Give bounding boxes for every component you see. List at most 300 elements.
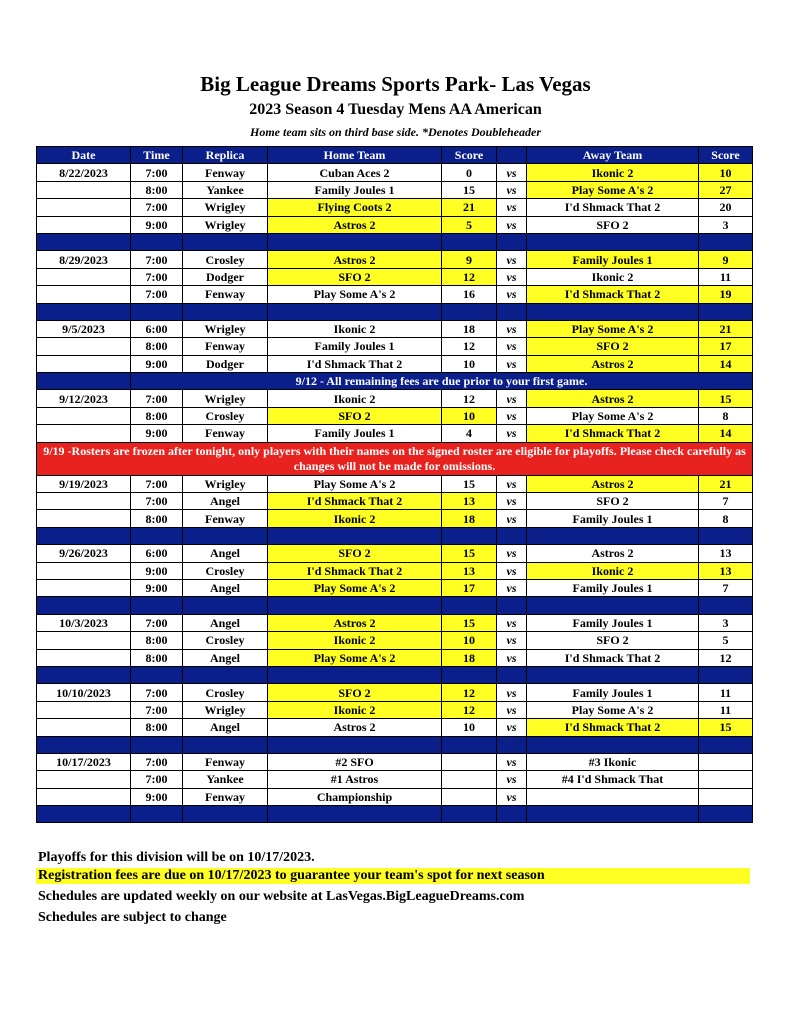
schedule-body — [37, 164, 753, 823]
game-row — [37, 545, 753, 562]
fees-notice: 9/12 - All remaining fees are due prior to your first game. — [131, 373, 753, 390]
vs-label: vs — [497, 684, 527, 701]
away-score: 11 — [699, 268, 753, 285]
playoffs-note: Playoffs for this division will be on 10/17/2023. — [38, 850, 315, 865]
game-date — [37, 493, 131, 510]
field-replica: Dodger — [183, 355, 268, 372]
home-score: 16 — [442, 286, 497, 303]
spacer-cell — [497, 597, 527, 614]
field-replica: Crosley — [183, 684, 268, 701]
spacer-cell — [37, 303, 131, 320]
game-date: 9/12/2023 — [37, 390, 131, 407]
game-time: 7:00 — [131, 164, 183, 181]
game-date: 9/19/2023 — [37, 475, 131, 492]
away-score: 10 — [699, 164, 753, 181]
spacer-cell — [268, 527, 442, 544]
spacer-cell — [37, 666, 131, 683]
away-team: SFO 2 — [527, 216, 699, 233]
alert-row — [37, 442, 753, 475]
game-time: 9:00 — [131, 216, 183, 233]
field-replica: Yankee — [183, 771, 268, 788]
away-team: Family Joules 1 — [527, 614, 699, 631]
away-score: 13 — [699, 545, 753, 562]
vs-label: vs — [497, 510, 527, 527]
game-time: 7:00 — [131, 614, 183, 631]
away-score: 7 — [699, 579, 753, 596]
vs-label: vs — [497, 771, 527, 788]
game-row — [37, 216, 753, 233]
home-team: #2 SFO — [268, 753, 442, 770]
game-time: 7:00 — [131, 199, 183, 216]
spacer-cell — [527, 736, 699, 753]
notice-blank-cell — [37, 373, 131, 390]
home-score: 12 — [442, 268, 497, 285]
game-row — [37, 753, 753, 770]
game-date — [37, 181, 131, 198]
vs-label: vs — [497, 390, 527, 407]
home-score: 18 — [442, 510, 497, 527]
vs-label: vs — [497, 649, 527, 666]
home-score: 0 — [442, 164, 497, 181]
away-team: SFO 2 — [527, 338, 699, 355]
spacer-row — [37, 736, 753, 753]
spacer-cell — [699, 303, 753, 320]
game-date — [37, 562, 131, 579]
game-time: 7:00 — [131, 753, 183, 770]
spacer-cell — [183, 806, 268, 823]
game-date: 9/26/2023 — [37, 545, 131, 562]
home-team: I'd Shmack That 2 — [268, 562, 442, 579]
home-team: Play Some A's 2 — [268, 649, 442, 666]
field-replica: Yankee — [183, 181, 268, 198]
spacer-cell — [268, 233, 442, 250]
home-team: Flying Coots 2 — [268, 199, 442, 216]
away-team: I'd Shmack That 2 — [527, 649, 699, 666]
home-score: 12 — [442, 338, 497, 355]
home-score: 12 — [442, 701, 497, 718]
away-score: 11 — [699, 701, 753, 718]
game-time: 8:00 — [131, 338, 183, 355]
away-score: 3 — [699, 614, 753, 631]
field-replica: Angel — [183, 614, 268, 631]
away-team: I'd Shmack That 2 — [527, 199, 699, 216]
spacer-cell — [497, 806, 527, 823]
spacer-row — [37, 233, 753, 250]
home-score: 10 — [442, 632, 497, 649]
away-score: 20 — [699, 199, 753, 216]
game-time: 8:00 — [131, 632, 183, 649]
game-date: 10/17/2023 — [37, 753, 131, 770]
game-time: 7:00 — [131, 684, 183, 701]
away-score: 27 — [699, 181, 753, 198]
away-score: 14 — [699, 425, 753, 442]
away-team: SFO 2 — [527, 493, 699, 510]
field-replica: Wrigley — [183, 390, 268, 407]
vs-label: vs — [497, 425, 527, 442]
vs-label: vs — [497, 545, 527, 562]
game-time: 6:00 — [131, 320, 183, 337]
game-date: 10/3/2023 — [37, 614, 131, 631]
spacer-cell — [699, 806, 753, 823]
spacer-cell — [131, 233, 183, 250]
vs-label: vs — [497, 164, 527, 181]
field-replica: Wrigley — [183, 199, 268, 216]
away-team: Ikonic 2 — [527, 268, 699, 285]
home-score: 18 — [442, 320, 497, 337]
away-team: Play Some A's 2 — [527, 320, 699, 337]
game-row — [37, 788, 753, 805]
away-score: 21 — [699, 475, 753, 492]
home-score: 13 — [442, 493, 497, 510]
away-team: Play Some A's 2 — [527, 181, 699, 198]
game-date — [37, 788, 131, 805]
home-score: 13 — [442, 562, 497, 579]
spacer-cell — [37, 597, 131, 614]
game-date — [37, 632, 131, 649]
game-time: 9:00 — [131, 788, 183, 805]
game-time: 7:00 — [131, 771, 183, 788]
home-team: Astros 2 — [268, 216, 442, 233]
game-row — [37, 649, 753, 666]
field-replica: Fenway — [183, 425, 268, 442]
game-date — [37, 216, 131, 233]
home-team: I'd Shmack That 2 — [268, 493, 442, 510]
spacer-cell — [442, 527, 497, 544]
vs-label: vs — [497, 286, 527, 303]
field-replica: Angel — [183, 493, 268, 510]
away-score: 8 — [699, 407, 753, 424]
away-team: Ikonic 2 — [527, 562, 699, 579]
home-team: SFO 2 — [268, 268, 442, 285]
away-team: Astros 2 — [527, 475, 699, 492]
away-score: 12 — [699, 649, 753, 666]
home-score: 17 — [442, 579, 497, 596]
spacer-cell — [497, 666, 527, 683]
game-time: 7:00 — [131, 286, 183, 303]
game-row — [37, 338, 753, 355]
spacer-cell — [527, 806, 699, 823]
spacer-cell — [699, 527, 753, 544]
home-team: Family Joules 1 — [268, 338, 442, 355]
spacer-cell — [527, 233, 699, 250]
away-team: Family Joules 1 — [527, 251, 699, 268]
home-score: 18 — [442, 649, 497, 666]
game-row — [37, 493, 753, 510]
game-date — [37, 268, 131, 285]
spacer-cell — [442, 666, 497, 683]
spacer-cell — [497, 527, 527, 544]
away-team: SFO 2 — [527, 632, 699, 649]
game-date — [37, 579, 131, 596]
away-score: 3 — [699, 216, 753, 233]
spacer-row — [37, 806, 753, 823]
away-team: I'd Shmack That 2 — [527, 719, 699, 736]
vs-label: vs — [497, 475, 527, 492]
spacer-cell — [131, 806, 183, 823]
home-score: 10 — [442, 719, 497, 736]
game-time: 9:00 — [131, 355, 183, 372]
away-score: 21 — [699, 320, 753, 337]
vs-label: vs — [497, 268, 527, 285]
home-team: Astros 2 — [268, 614, 442, 631]
home-team: Astros 2 — [268, 251, 442, 268]
field-replica: Crosley — [183, 251, 268, 268]
col-home-score-header: Score — [442, 147, 497, 164]
away-team: Family Joules 1 — [527, 579, 699, 596]
game-row — [37, 425, 753, 442]
col-home-team-header: Home Team — [268, 147, 442, 164]
game-row — [37, 719, 753, 736]
spacer-cell — [497, 303, 527, 320]
spacer-cell — [268, 666, 442, 683]
spacer-cell — [699, 666, 753, 683]
spacer-cell — [442, 597, 497, 614]
field-replica: Fenway — [183, 338, 268, 355]
home-score — [442, 771, 497, 788]
field-replica: Fenway — [183, 788, 268, 805]
game-date — [37, 701, 131, 718]
schedule-table — [36, 146, 753, 823]
game-date — [37, 286, 131, 303]
game-time: 7:00 — [131, 475, 183, 492]
game-date — [37, 719, 131, 736]
page-subtitle: 2023 Season 4 Tuesday Mens AA American — [249, 101, 542, 118]
home-score: 15 — [442, 181, 497, 198]
home-team: SFO 2 — [268, 684, 442, 701]
col-away-score-header: Score — [699, 147, 753, 164]
home-team: Ikonic 2 — [268, 510, 442, 527]
game-row — [37, 771, 753, 788]
home-team: I'd Shmack That 2 — [268, 355, 442, 372]
game-row — [37, 407, 753, 424]
spacer-cell — [268, 303, 442, 320]
col-date-header: Date — [37, 147, 131, 164]
field-replica: Crosley — [183, 632, 268, 649]
game-row — [37, 579, 753, 596]
home-score: 10 — [442, 407, 497, 424]
game-time: 8:00 — [131, 407, 183, 424]
away-team: #4 I'd Shmack That — [527, 771, 699, 788]
game-date — [37, 407, 131, 424]
home-score — [442, 788, 497, 805]
field-replica: Angel — [183, 579, 268, 596]
home-score: 12 — [442, 684, 497, 701]
away-score — [699, 771, 753, 788]
vs-label: vs — [497, 788, 527, 805]
home-team: Ikonic 2 — [268, 632, 442, 649]
schedule-change-note: Schedules are subject to change — [38, 910, 227, 925]
roster-freeze-alert: 9/19 -Rosters are frozen after tonight, only players with their names on the signed roster are eligible for playoffs. Please check carefully as changes will not be made for omissions. — [37, 442, 753, 475]
vs-label: vs — [497, 216, 527, 233]
game-row — [37, 390, 753, 407]
field-replica: Wrigley — [183, 216, 268, 233]
page-title: Big League Dreams Sports Park- Las Vegas — [200, 72, 591, 96]
spacer-row — [37, 666, 753, 683]
field-replica: Wrigley — [183, 475, 268, 492]
home-score: 12 — [442, 390, 497, 407]
spacer-cell — [699, 233, 753, 250]
spacer-row — [37, 597, 753, 614]
game-time: 8:00 — [131, 181, 183, 198]
home-score: 10 — [442, 355, 497, 372]
home-team: SFO 2 — [268, 407, 442, 424]
vs-label: vs — [497, 562, 527, 579]
game-time: 7:00 — [131, 251, 183, 268]
vs-label: vs — [497, 320, 527, 337]
away-score: 15 — [699, 390, 753, 407]
home-score: 21 — [442, 199, 497, 216]
game-row — [37, 701, 753, 718]
away-score: 13 — [699, 562, 753, 579]
vs-label: vs — [497, 407, 527, 424]
away-team — [527, 788, 699, 805]
spacer-cell — [527, 597, 699, 614]
field-replica: Angel — [183, 545, 268, 562]
field-replica: Fenway — [183, 164, 268, 181]
website-note: Schedules are updated weekly on our website at LasVegas.BigLeagueDreams.com — [38, 889, 525, 904]
game-date — [37, 338, 131, 355]
home-team: Play Some A's 2 — [268, 475, 442, 492]
game-time: 9:00 — [131, 562, 183, 579]
away-score: 14 — [699, 355, 753, 372]
field-replica: Wrigley — [183, 320, 268, 337]
game-date: 9/5/2023 — [37, 320, 131, 337]
away-score: 5 — [699, 632, 753, 649]
field-replica: Dodger — [183, 268, 268, 285]
home-team: Ikonic 2 — [268, 320, 442, 337]
spacer-cell — [497, 233, 527, 250]
spacer-cell — [183, 736, 268, 753]
home-team: SFO 2 — [268, 545, 442, 562]
game-row — [37, 251, 753, 268]
spacer-cell — [183, 527, 268, 544]
game-row — [37, 475, 753, 492]
game-row — [37, 562, 753, 579]
vs-label: vs — [497, 199, 527, 216]
game-row — [37, 286, 753, 303]
game-row — [37, 268, 753, 285]
game-time: 8:00 — [131, 510, 183, 527]
spacer-cell — [699, 736, 753, 753]
game-time: 9:00 — [131, 425, 183, 442]
game-time: 7:00 — [131, 701, 183, 718]
away-score — [699, 788, 753, 805]
game-row — [37, 320, 753, 337]
game-date — [37, 355, 131, 372]
spacer-cell — [37, 527, 131, 544]
home-score — [442, 753, 497, 770]
spacer-cell — [268, 597, 442, 614]
away-score: 9 — [699, 251, 753, 268]
spacer-cell — [37, 736, 131, 753]
vs-label: vs — [497, 338, 527, 355]
home-team: Ikonic 2 — [268, 390, 442, 407]
field-replica: Fenway — [183, 753, 268, 770]
table-header-row — [37, 147, 753, 164]
field-replica: Crosley — [183, 407, 268, 424]
vs-label: vs — [497, 181, 527, 198]
spacer-row — [37, 303, 753, 320]
away-score: 11 — [699, 684, 753, 701]
spacer-cell — [183, 666, 268, 683]
vs-label: vs — [497, 355, 527, 372]
field-replica: Angel — [183, 719, 268, 736]
spacer-cell — [131, 666, 183, 683]
game-row — [37, 510, 753, 527]
away-team: Family Joules 1 — [527, 510, 699, 527]
spacer-cell — [699, 597, 753, 614]
spacer-cell — [527, 666, 699, 683]
home-score: 4 — [442, 425, 497, 442]
game-date — [37, 771, 131, 788]
game-date — [37, 199, 131, 216]
away-team: Play Some A's 2 — [527, 701, 699, 718]
game-row — [37, 199, 753, 216]
game-time: 8:00 — [131, 719, 183, 736]
spacer-cell — [527, 527, 699, 544]
home-team: Play Some A's 2 — [268, 286, 442, 303]
away-team: I'd Shmack That 2 — [527, 286, 699, 303]
spacer-cell — [183, 303, 268, 320]
col-time-header: Time — [131, 147, 183, 164]
field-replica: Fenway — [183, 286, 268, 303]
field-replica: Angel — [183, 649, 268, 666]
vs-label: vs — [497, 614, 527, 631]
spacer-cell — [131, 597, 183, 614]
away-score: 8 — [699, 510, 753, 527]
away-team: Ikonic 2 — [527, 164, 699, 181]
field-replica: Fenway — [183, 510, 268, 527]
spacer-cell — [183, 597, 268, 614]
home-score: 15 — [442, 614, 497, 631]
home-team: #1 Astros — [268, 771, 442, 788]
away-team: Astros 2 — [527, 355, 699, 372]
vs-label: vs — [497, 579, 527, 596]
vs-label: vs — [497, 632, 527, 649]
spacer-cell — [442, 233, 497, 250]
col-vs-header — [497, 147, 527, 164]
spacer-cell — [497, 736, 527, 753]
away-team: Family Joules 1 — [527, 684, 699, 701]
game-row — [37, 181, 753, 198]
spacer-cell — [37, 233, 131, 250]
spacer-cell — [527, 303, 699, 320]
game-time: 7:00 — [131, 493, 183, 510]
field-replica: Wrigley — [183, 701, 268, 718]
vs-label: vs — [497, 251, 527, 268]
home-team: Play Some A's 2 — [268, 579, 442, 596]
spacer-cell — [268, 736, 442, 753]
game-date: 8/22/2023 — [37, 164, 131, 181]
game-time: 8:00 — [131, 649, 183, 666]
away-team: Astros 2 — [527, 545, 699, 562]
notice-row — [37, 373, 753, 390]
vs-label: vs — [497, 701, 527, 718]
spacer-cell — [131, 527, 183, 544]
spacer-cell — [37, 806, 131, 823]
spacer-cell — [442, 736, 497, 753]
home-score: 5 — [442, 216, 497, 233]
home-team: Championship — [268, 788, 442, 805]
col-away-team-header: Away Team — [527, 147, 699, 164]
home-team: Ikonic 2 — [268, 701, 442, 718]
away-score: 7 — [699, 493, 753, 510]
home-score: 9 — [442, 251, 497, 268]
home-score: 15 — [442, 545, 497, 562]
home-team: Cuban Aces 2 — [268, 164, 442, 181]
vs-label: vs — [497, 753, 527, 770]
game-row — [37, 632, 753, 649]
